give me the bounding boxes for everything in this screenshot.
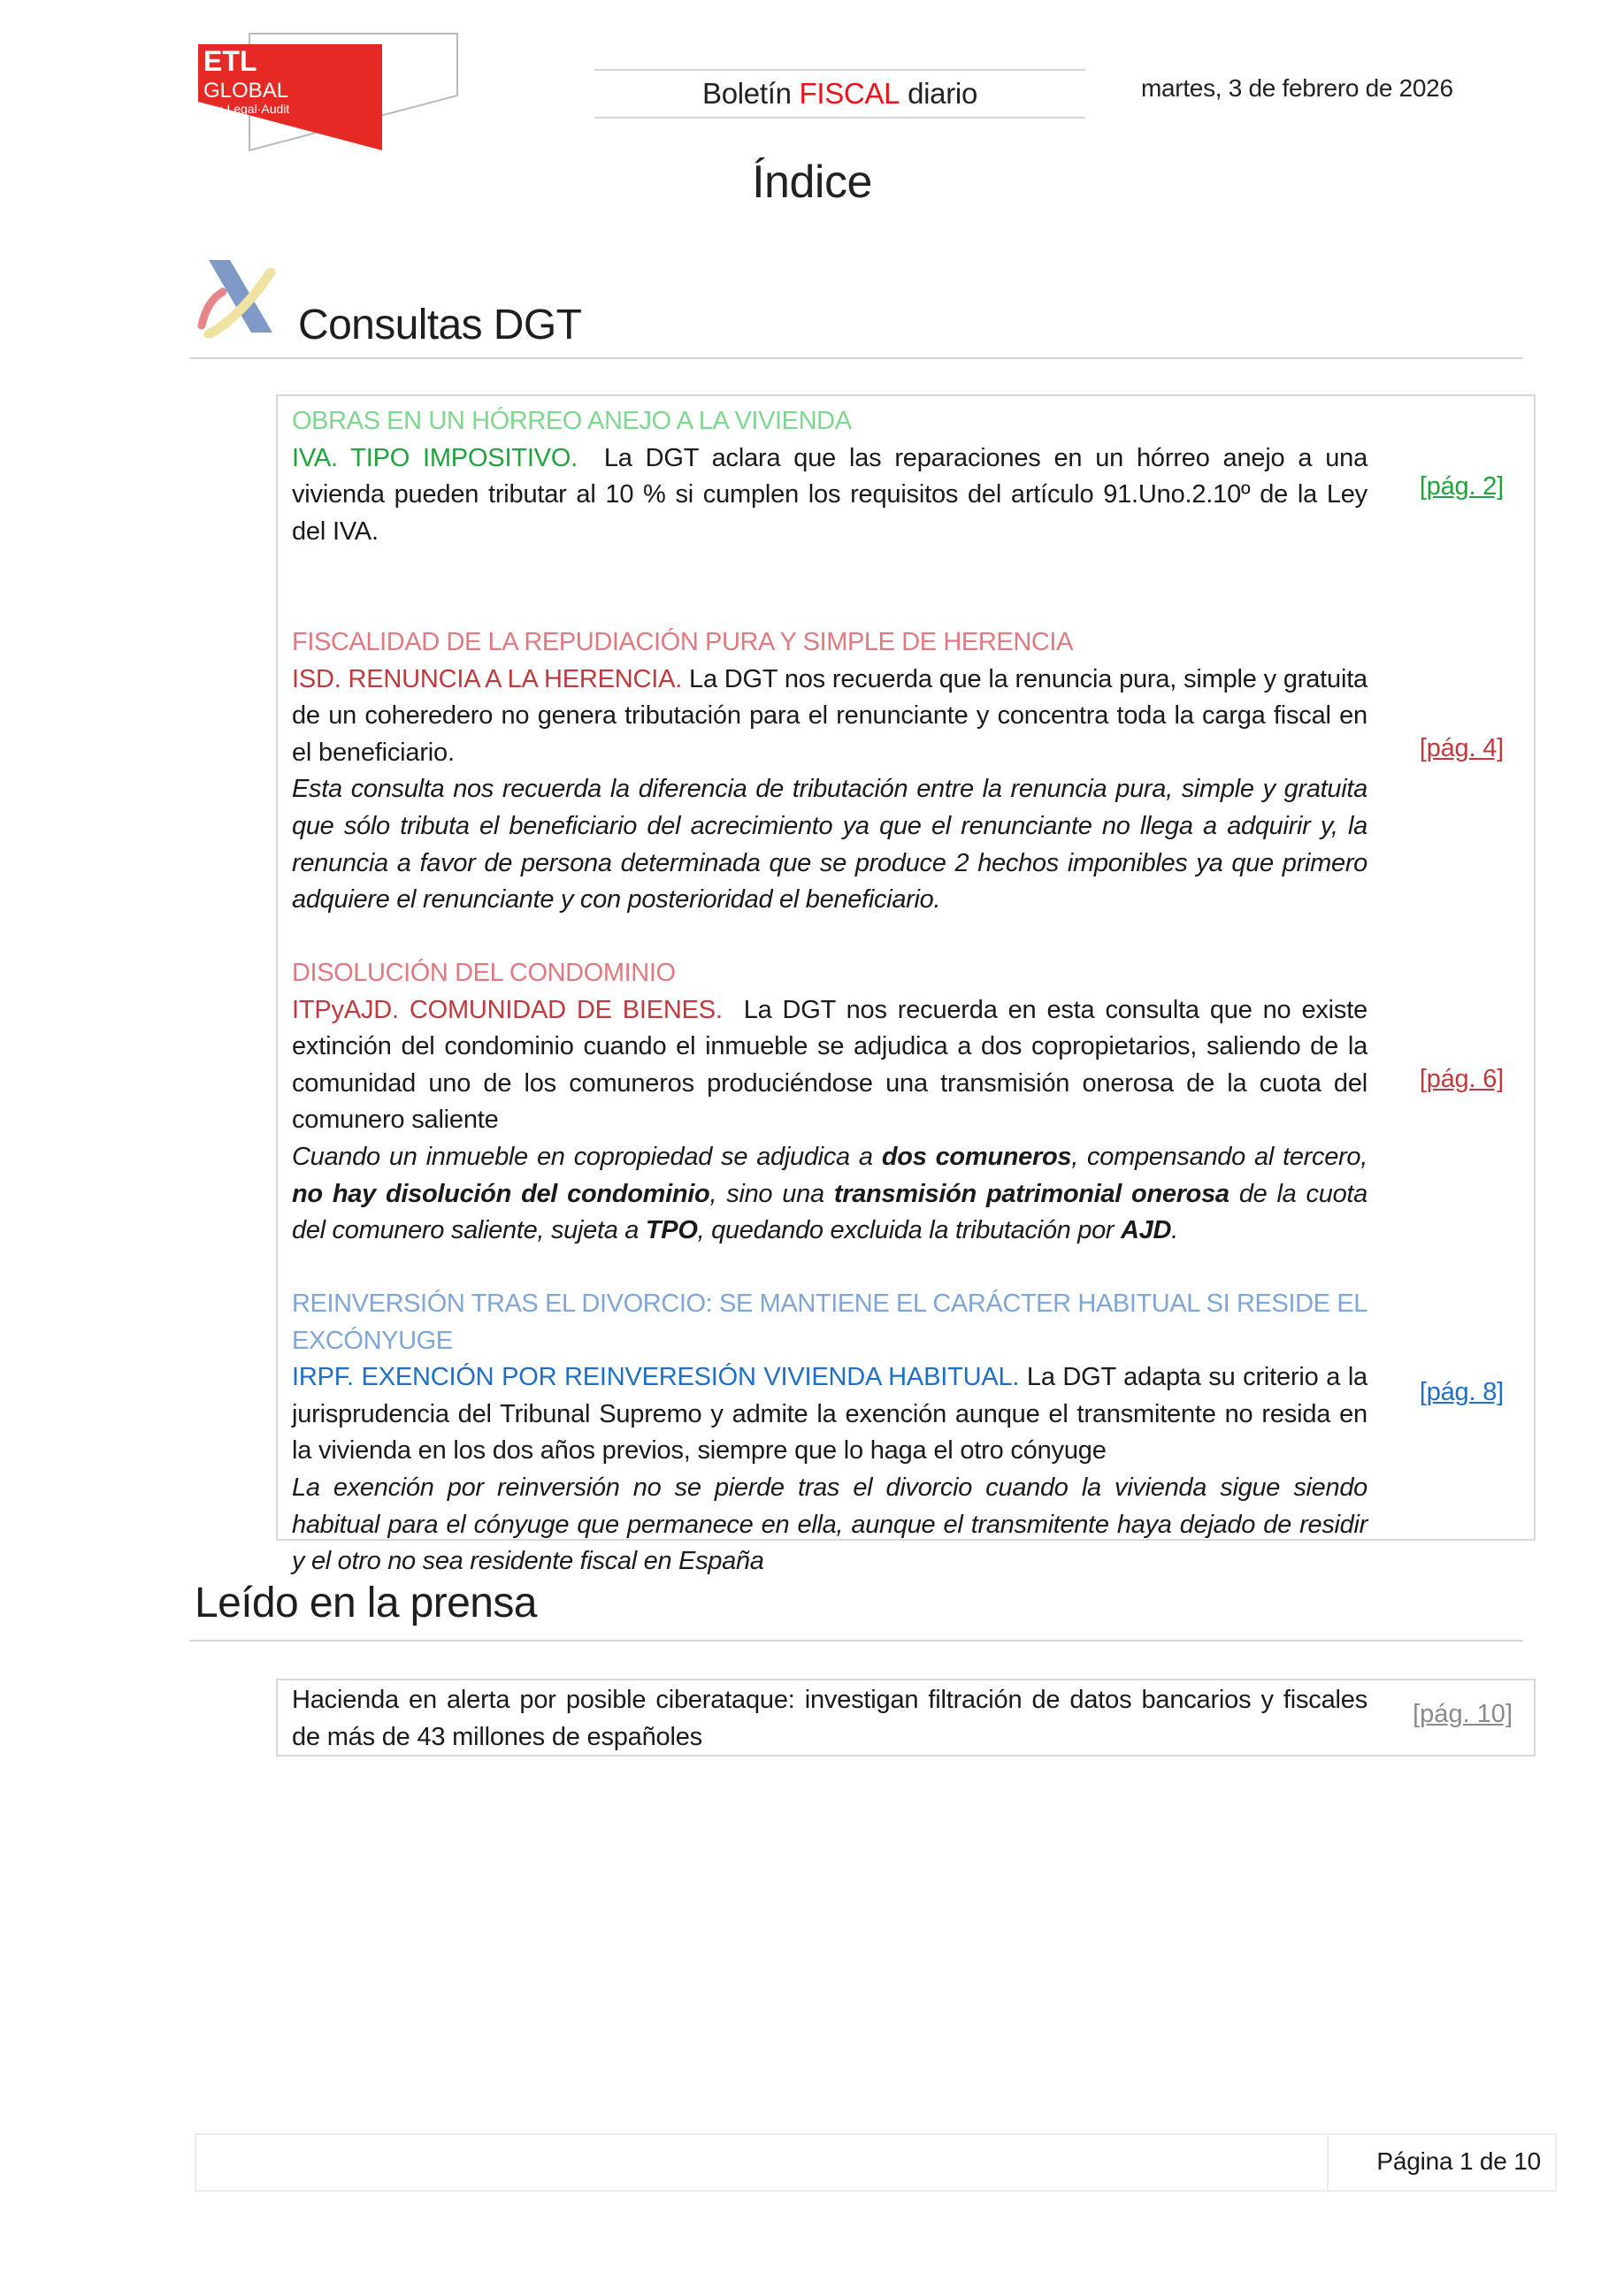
entry-tag: IVA. TIPO IMPOSITIVO. <box>292 443 578 472</box>
index-entry <box>292 1286 1375 1580</box>
bulletin-title-prefix: Boletín <box>701 77 800 110</box>
entry-comment-part: Esta consulta nos recuerda la diferencia de tributación entre la renuncia pura, simple y gratuita que sólo tributa el beneficiario del acrecimiento ya que el renunciante no llega a adquirir y, la renuncia a favor de persona determinada que se produce 2 hechos imponibles ya que primero adquiere el renunciante y con posterioridad el beneficiario. <box>292 775 1367 915</box>
page-link-10[interactable]: [pág. 10] <box>1413 1700 1513 1728</box>
entry-summary: La DGT nos recuerda en esta consulta que no existe extinción del condominio cuando el inmueble se adjudica a dos copropietarios, saliendo de la comunidad uno de los comuneros produciéndose una transmisión onerosa de la cuota del comunero saliente <box>292 995 1375 1135</box>
entry-summary-block <box>292 1359 1375 1470</box>
entry-comment-part: de la cuota del comunero saliente, sujeta a <box>292 1179 1368 1245</box>
index-title: Índice <box>752 157 872 208</box>
aeat-logo-icon <box>196 256 285 338</box>
section-heading-consultas-dgt <box>189 249 1523 359</box>
entry-summary-block <box>292 992 1375 1139</box>
section-heading-leido-en-la-prensa <box>189 1574 1523 1642</box>
etl-global-logo <box>196 27 462 155</box>
entry-comment <box>292 1470 1367 1580</box>
section-heading-label: Leído en la prensa <box>195 1580 537 1626</box>
entry-summary: La DGT adapta su criterio a la jurisprudencia del Tribunal Supremo y admite la exención aunque el transmitente no resida en la vivienda en los dos años previos, siempre que lo haga el otro cónyuge <box>292 1363 1375 1466</box>
entry-category: OBRAS EN UN HÓRREO ANEJO A LA VIVIENDA <box>292 407 852 435</box>
entry-summary: La DGT nos recuerda que la renuncia pura, simple y gratuita de un coheredero no genera tributación para el renunciante y concentra toda la carga fiscal en el beneficiario. <box>292 664 1375 767</box>
page-number: Página 1 de 10 <box>1376 2147 1541 2175</box>
page-link-4[interactable]: [pág. 4] <box>1419 734 1504 762</box>
bulletin-title-highlight: FISCAL <box>799 77 900 110</box>
entry-tag: IRPF. EXENCIÓN POR REINVERESIÓN VIVIENDA HABITUAL. <box>292 1363 1020 1392</box>
entry-comment-emphasis: dos comuneros <box>881 1142 1072 1171</box>
entry-tag: ISD. RENUNCIA A LA HERENCIA. <box>292 664 683 693</box>
entry-comment-emphasis: TPO <box>645 1216 698 1245</box>
page-link-2[interactable]: [pág. 2] <box>1419 472 1504 501</box>
bulletin-title-suffix: diario <box>900 77 978 110</box>
logo-brand-line2: GLOBAL <box>203 79 289 103</box>
entry-comment-part: , compensando al tercero, <box>1071 1142 1367 1171</box>
section-heading-label: Consultas DGT <box>298 302 582 348</box>
entry-category: FISCALIDAD DE LA REPUDIACIÓN PURA Y SIMPLE DE HERENCIA <box>292 628 1074 656</box>
entry-tag: ITPyAJD. COMUNIDAD DE BIENES. <box>292 995 723 1024</box>
entry-summary-block <box>292 662 1375 772</box>
entry-comment <box>292 1139 1367 1250</box>
page-link-8[interactable]: [pág. 8] <box>1419 1378 1504 1406</box>
logo-brand-line1: ETL <box>203 45 257 77</box>
entry-comment-emphasis: AJD <box>1121 1216 1172 1245</box>
footer-divider <box>1327 2135 1329 2190</box>
press-index-table <box>276 1679 1536 1756</box>
entry-category: DISOLUCIÓN DEL CONDOMINIO <box>292 959 676 987</box>
entry-comment-part: La exención por reinversión no se pierde tras el divorcio cuando la vivienda sigue siendo habitual para el cónyuge que permanece en ella, aunque el transmitente haya dejado de residir y el otro no sea residente fiscal en España <box>292 1473 1367 1576</box>
entry-comment-emphasis: transmisión patrimonial onerosa <box>833 1179 1229 1208</box>
consultas-index-table <box>276 394 1536 1576</box>
index-entry <box>292 955 1375 1250</box>
bulletin-title <box>594 69 1085 119</box>
entry-category: REINVERSIÓN TRAS EL DIVORCIO: SE MANTIENE EL CARÁCTER HABITUAL SI RESIDE EL EXCÓNYUGE <box>292 1290 1367 1355</box>
page-link-6[interactable]: [pág. 6] <box>1419 1065 1504 1093</box>
entry-summary: La DGT aclara que las reparaciones en un hórreo anejo a una vivienda pueden tributar al 10 % si cumplen los requisitos del artículo 91.Uno.2.10º de la Ley del IVA. <box>292 443 1375 546</box>
entry-comment-part: . <box>1171 1216 1178 1245</box>
entry-comment <box>292 771 1367 918</box>
entry-comment-emphasis: no hay disolución del condominio <box>292 1179 710 1208</box>
press-entry-text: Hacienda en alerta por posible ciberataque: investigan filtración de datos bancarios y fiscales de más de 43 millones de españoles <box>292 1686 1367 1751</box>
index-entry <box>292 403 1375 550</box>
page-footer <box>195 2133 1557 2192</box>
entry-comment-part: Cuando un inmueble en copropiedad se adjudica a <box>292 1142 882 1171</box>
bulletin-date: martes, 3 de febrero de 2026 <box>1141 74 1453 102</box>
index-entry <box>292 624 1375 919</box>
etl-global-logo-icon <box>196 27 462 155</box>
logo-tagline: Tax·Legal·Audit <box>203 102 290 116</box>
entry-summary-block <box>292 440 1375 551</box>
entry-comment-part: , sino una <box>709 1179 834 1208</box>
entry-comment-part: , quedando excluida la tributación por <box>697 1216 1122 1245</box>
